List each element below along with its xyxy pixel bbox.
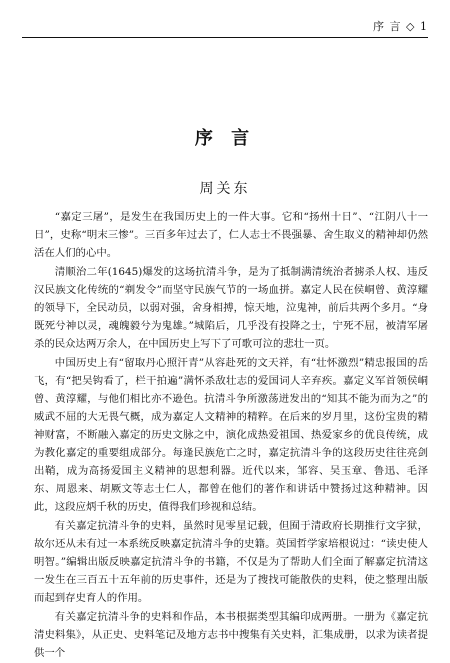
paragraph: 有关嘉定抗清斗争的史料，虽然时见零星记载，但囿于清政府长期推行文字狱，故尔还从未有过一本系统反映嘉定抗清斗争的史籍。英国哲学家培根说过：“读史使人明智。”编辑出版反映嘉定抗清斗争的书籍，不仅是为了帮助人们全面了解嘉定抗清这一发生在三百五十五年前的历史事件，还是为了搜找可能散佚的史料，使之整理出版而起到存史育人的作用。 [34,520,428,604]
chapter-title: 序 言 [194,128,256,149]
body-text [34,208,428,663]
running-head-title: 序 言 [373,20,402,33]
diamond-icon: ◇ [406,20,416,33]
header-rule [22,37,428,38]
author-name: 周关东 [199,181,251,197]
running-head [0,20,450,34]
page-number: 1 [420,20,428,33]
paragraph: 清顺治二年(1645)爆发的这场抗清斗争，是为了抵制满清统治者掳杀人权、违反汉民族文化传统的“剃发令”而坚守民族气节的一场血拼。嘉定人民在侯峒曾、黄淳耀的领导下，全民动员，以弱对强，舍身相搏，惊天地，泣鬼神，前后共两个多月。“身既死兮神以灵，魂魄毅兮为鬼雄。”城陷后，几乎没有投降之士，宁死不屈，被清军屠杀的民众达两万余人，在中国历史上写下了可歌可泣的悲壮一页。 [34,266,428,350]
paragraph: 有关嘉定抗清斗争的史料和作品，本书根据类型其编印成两册。一册为《嘉定抗清史料集》，从正史、史料笔记及地方志书中搜集有关史料，汇集成册，以求为读者提供一个 [34,611,428,659]
paragraph: 中国历史上有“留取丹心照汗青”从容赴死的文天祥，有“壮怀激烈”精忠报国的岳飞，有“把吴钩看了，栏干拍遍”满怀杀敌壮志的爱国词人辛弃疾。嘉定义军首领侯峒曾、黄淳耀，与他们相比亦不逊色。抗清斗争所激荡迸发出的“知其不能为而为之”的威武不屈的大无畏气概，成为嘉定人文精神的精粹。在后来的岁月里，这份宝贵的精神财富，不断融入嘉定的历史文脉之中，演化成热爱祖国、热爱家乡的优良传统，成为教化嘉定的重要组成部分。每逢民族危亡之时，嘉定抗清斗争的这段历史往往亮剑出鞘，成为高扬爱国主义精神的思想利器。近代以来，邹容、吴玉章、鲁迅、毛泽东、周恩来、胡厥文等志士仁人，都曾在他们的著作和讲话中赞扬过这种精神。因此，这段应炳千秋的历史，值得我们珍视和总结。 [34,357,428,513]
running-head-text [373,20,428,34]
paragraph: “嘉定三屠”，是发生在我国历史上的一件大事。它和“扬州十日”、“江阴八十一日”，史称“明末三惨”。三百多年过去了，仁人志士不畏强暴、舍生取义的精神却仍然活在人们的心中。 [34,211,428,259]
